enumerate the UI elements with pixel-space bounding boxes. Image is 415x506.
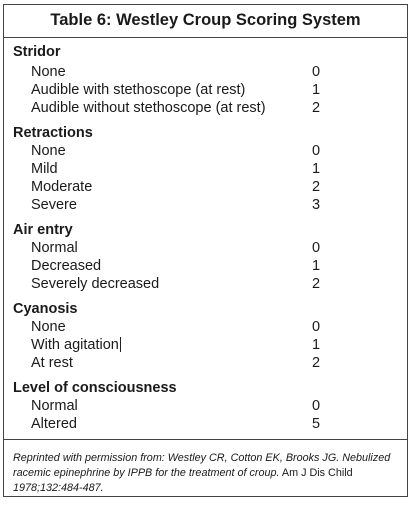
text-cursor: [120, 337, 121, 352]
row-label: At rest: [31, 355, 73, 371]
table-row: [31, 354, 361, 372]
section-heading-air-entry: Air entry: [13, 222, 73, 238]
footnote-journal: Am J Dis Child: [279, 467, 353, 479]
footnote-divider: [4, 439, 407, 440]
table-row: [31, 397, 361, 415]
table-row: [31, 81, 361, 99]
row-label: Normal: [31, 398, 78, 414]
table-row: [31, 196, 361, 214]
table-row: [31, 257, 361, 275]
footnote-citation: Reprinted with permission from: Westley CR, Cotton EK, Brooks JG. Nebulized racemic epinephrine by IPPB for the treatment of croup.: [13, 452, 391, 479]
footnote: [13, 451, 403, 496]
row-score: 0: [311, 398, 321, 414]
row-score: 0: [311, 64, 321, 80]
section-heading-retractions: Retractions: [13, 125, 93, 141]
footnote-volume: 1978;132:484-487.: [13, 482, 104, 494]
row-label: None: [31, 143, 66, 159]
row-score: 0: [311, 240, 321, 256]
row-label: None: [31, 319, 66, 335]
table-row: [31, 415, 361, 433]
row-score: 0: [311, 319, 321, 335]
row-label: Decreased: [31, 258, 102, 274]
table-frame: [3, 4, 408, 497]
row-score: 1: [311, 82, 321, 98]
row-label-wrap: [31, 336, 121, 354]
row-score: 5: [311, 416, 321, 432]
row-score: 2: [311, 179, 321, 195]
row-score: 2: [311, 276, 321, 292]
row-label: None: [31, 64, 66, 80]
table-row: [31, 160, 361, 178]
row-label: Mild: [31, 161, 58, 177]
table-row: [31, 318, 361, 336]
row-score: 2: [311, 100, 321, 116]
row-score: 2: [311, 355, 321, 371]
section-heading-stridor: Stridor: [13, 44, 61, 60]
row-label: With agitation: [31, 337, 119, 353]
row-score: 0: [311, 143, 321, 159]
table-row: [31, 275, 361, 293]
row-score: 3: [311, 197, 321, 213]
row-label: Normal: [31, 240, 78, 256]
table-row: [31, 142, 361, 160]
row-label: Moderate: [31, 179, 93, 195]
section-heading-cyanosis: Cyanosis: [13, 301, 78, 317]
table-row: [31, 336, 361, 354]
row-label: Audible without stethoscope (at rest): [31, 100, 266, 116]
row-label: Severe: [31, 197, 77, 213]
row-score: 1: [311, 161, 321, 177]
row-label: Altered: [31, 416, 77, 432]
table-title: Table 6: Westley Croup Scoring System: [4, 5, 407, 38]
section-heading-level-of-consciousness: Level of consciousness: [13, 380, 177, 396]
table-row: [31, 99, 361, 117]
table-row: [31, 239, 361, 257]
row-score: 1: [311, 258, 321, 274]
row-score: 1: [311, 337, 321, 353]
row-label: Severely decreased: [31, 276, 160, 292]
table-row: [31, 63, 361, 81]
row-label: Audible with stethoscope (at rest): [31, 82, 246, 98]
table-row: [31, 178, 361, 196]
